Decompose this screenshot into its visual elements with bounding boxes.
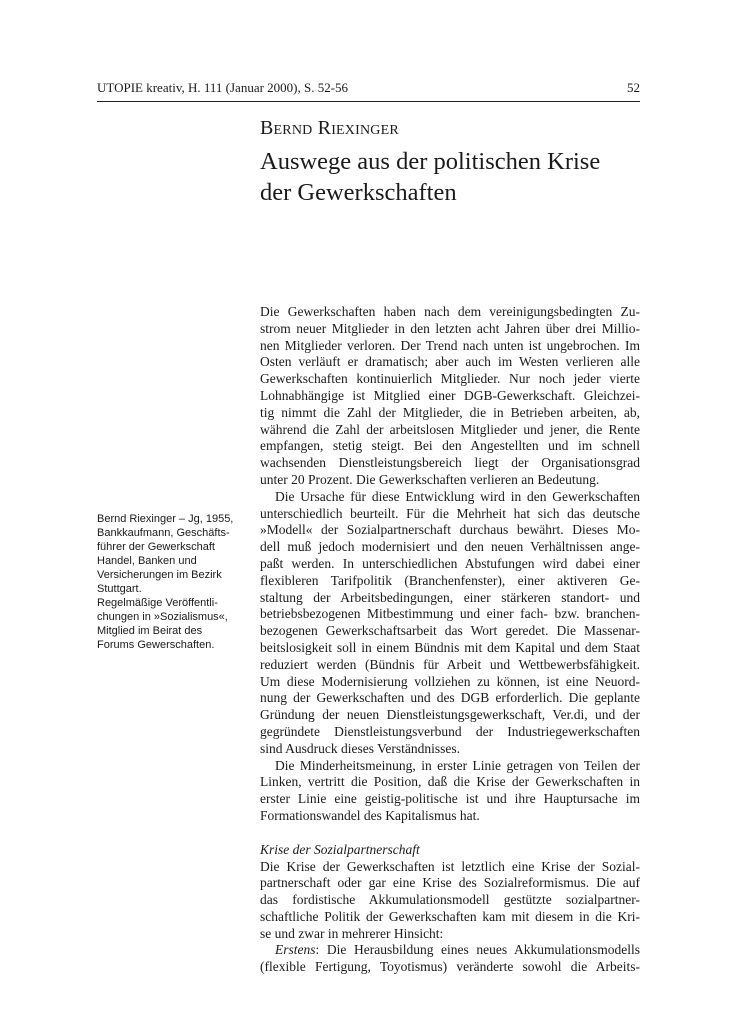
sidenote-line: Bernd Riexinger – Jg, 1955, <box>97 513 234 525</box>
text-line: schaftliche Politik der Gewerkschaften kam mit diesem in die Kri- <box>260 908 640 924</box>
text-line: während die Zahl der arbeitslosen Mitglieder und jener, die Rente <box>260 421 640 437</box>
title-line: Auswege aus der politischen Krise <box>260 148 601 175</box>
text-line: empfangen, stetig steigt. Bei den Angestellten und im schnell <box>260 438 640 454</box>
sidenote-line: Mitglied im Beirat des <box>97 625 203 637</box>
text-line: unterschiedlich beurteilt. Für die Mehrheit hat sich das deutsche <box>260 505 640 521</box>
text-line: nung der Gewerkschaften und des DGB erforderlich. Die geplante <box>260 690 640 706</box>
text-line: (flexible Fertigung, Toyotismus) veränderte sowohl die Arbeits- <box>260 959 640 975</box>
running-head <box>97 78 640 102</box>
text-line: erster Linie eine geistig-politische ist und ihre Hauptursache im <box>260 791 640 807</box>
text-line: das fordistische Akkumulationsmodell gestützte sozialpartner- <box>260 892 640 908</box>
text-line: nen Mitglieder verloren. Der Trend nach unten ist ungebrochen. Im <box>260 337 640 353</box>
text-line: paßt werden. In unterschiedlichen Abstufungen wird dabei einer <box>260 555 640 571</box>
text-line: dell muß jedoch modernisiert und den neuen Verhältnissen ange- <box>260 539 640 555</box>
title-line: der Gewerkschaften <box>260 179 457 206</box>
text-line: beitslosigkeit soll in einem Bündnis mit dem Kapital und dem Staat <box>260 639 640 655</box>
journal-citation: UTOPIE kreativ, H. 111 (Januar 2000), S. 52-56 <box>97 80 349 95</box>
section-heading: Krise der Sozialpartnerschaft <box>260 841 420 857</box>
paragraph-3 <box>260 758 640 825</box>
text-line: Linken, vertritt die Position, daß die Krise der Gewerkschaften in <box>260 774 640 790</box>
article-title <box>260 146 660 208</box>
text-line: Die Ursache für diese Entwicklung wird in den Gewerkschaften <box>275 488 640 504</box>
text-line: Um diese Modernisierung vollziehen zu können, ist eine Neuord- <box>260 673 640 689</box>
sidenote-line: chungen in »Sozialismus«, <box>97 611 228 623</box>
text-line: bezogenen Gewerkschaftsarbeit das Wort geredet. Die Massenar- <box>260 623 640 639</box>
sidenote-line: Bankkaufmann, Geschäfts- <box>97 527 230 539</box>
text-line: Die Gewerkschaften haben nach dem vereinigungsbedingten Zu- <box>260 304 640 319</box>
paragraph-2 <box>260 489 640 758</box>
sidenote-line: Handel, Banken und <box>97 555 197 567</box>
text-line: Gründung der neuen Dienstleistungsgewerkschaft, Ver.di, und der <box>260 707 640 723</box>
text-line: strom neuer Mitglieder in den letzten acht Jahren über drei Millio- <box>260 320 640 336</box>
sidenote-line: führer der Gewerkschaft <box>97 541 215 553</box>
text-line: betriebsbezogenen Mitbestimmung und einer fach- bzw. branchen- <box>260 606 640 622</box>
text-fragment: : Die Herausbildung eines neues Akkumulationsmodells <box>315 942 640 958</box>
text-line: reduziert werden (Bündnis für Arbeit und Wettbewerbsfähigkeit. <box>260 656 640 672</box>
text-line: partnerschaft oder gar eine Krise des Sozialreformismus. Die auf <box>260 875 640 891</box>
text-line: Formationswandel des Kapitalismus hat. <box>260 807 480 823</box>
sidenote-line: Forums Gewerschaften. <box>97 639 215 651</box>
lead-word: Erstens <box>275 942 316 958</box>
sidenote-line: Versicherungen im Bezirk <box>97 569 222 581</box>
sidenote-line: Regelmäßige Veröffentli- <box>97 597 218 609</box>
page-number: 52 <box>627 80 640 95</box>
paragraph-1 <box>260 304 640 489</box>
article-body <box>260 304 640 976</box>
author-name: Bernd Riexinger <box>260 117 399 139</box>
paragraph-4 <box>260 859 640 943</box>
sidenote-line: Stuttgart. <box>97 583 142 595</box>
text-line: Die Krise der Gewerkschaften ist letztlich eine Krise der Sozial- <box>260 858 640 874</box>
text-line: unter 20 Prozent. Die Gewerkschaften verlieren an Bedeutung. <box>260 471 600 487</box>
paragraph-5 <box>260 942 640 976</box>
text-line: Lohnabhängige ist Mitglied einer DGB-Gewerkschaft. Gleichzei- <box>260 387 640 403</box>
text-line: staltung der Arbeitsbedingungen, einer stärkeren standort- und <box>260 589 640 605</box>
text-line <box>260 942 640 959</box>
text-line: Die Minderheitsmeinung, in erster Linie getragen von Teilen der <box>275 757 640 773</box>
text-line: wachsenden Dienstleistungsbereich liegt der Organisationsgrad <box>260 455 640 471</box>
text-line: se und zwar in mehrerer Hinsicht: <box>260 925 444 941</box>
text-line: Osten verläuft er dramatisch; aber auch im Westen verlieren alle <box>260 354 640 370</box>
text-line: »Modell« der Sozialpartnerschaft durchaus bewährt. Dieses Mo- <box>260 522 640 538</box>
text-line: sind Ausdruck dieses Verständnisses. <box>260 740 460 756</box>
text-line: flexibleren Tarifpolitik (Branchenfenster), einer aktiveren Ge- <box>260 572 640 588</box>
text-line: gegründete Dienstleistungsverbund der Industriegewerkschaften <box>260 723 640 739</box>
text-line: tig nimmt die Zahl der Mitglieder, die in Betrieben arbeiten, ab, <box>260 404 640 420</box>
text-line: Gewerkschaften kontinuierlich Mitglieder. Nur noch jeder vierte <box>260 371 640 387</box>
author-bio-sidenote <box>97 512 247 652</box>
